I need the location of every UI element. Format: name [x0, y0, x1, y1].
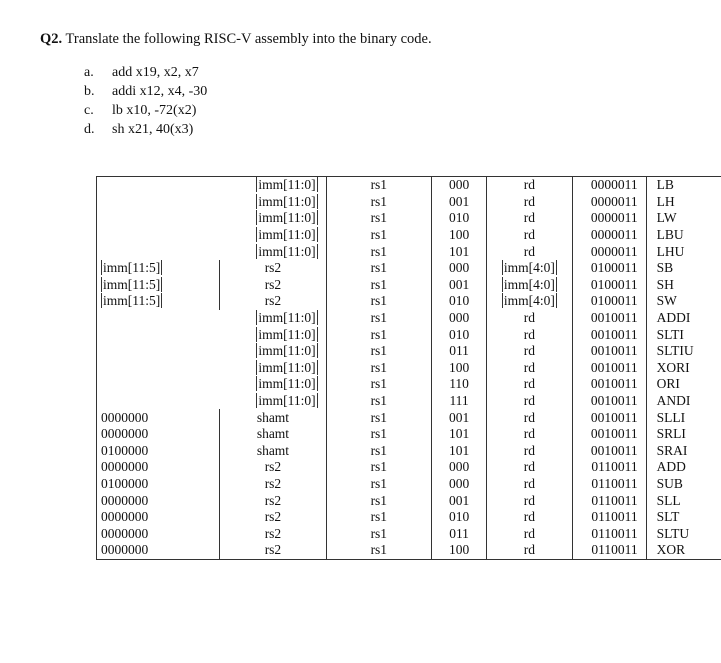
rs1-field: rs1 — [326, 227, 431, 244]
funct3-field: 000 — [431, 459, 486, 476]
instruction-name: SLT — [646, 509, 721, 526]
instruction-name: SLLI — [646, 409, 721, 426]
funct3-field: 011 — [431, 343, 486, 360]
rd-field: rd — [487, 360, 572, 377]
rs1-field: rs1 — [326, 326, 431, 343]
imm-field-text: imm[11:0] — [258, 177, 316, 193]
rs1-field: rs1 — [326, 509, 431, 526]
instruction-name: SLL — [646, 492, 721, 509]
imm-low-field — [487, 293, 572, 310]
funct7-field: 0100000 — [97, 476, 220, 493]
funct3-field: 001 — [431, 194, 486, 211]
opcode-field: 0100011 — [572, 293, 646, 310]
instruction-name: SUB — [646, 476, 721, 493]
imm-field-text: imm[11:0] — [258, 393, 316, 409]
funct3-field: 010 — [431, 509, 486, 526]
imm-field-text: imm[11:0] — [258, 359, 316, 375]
encoding-row — [97, 243, 721, 260]
rd-field: rd — [487, 310, 572, 327]
rd-field: rd — [487, 326, 572, 343]
rd-field: rd — [487, 210, 572, 227]
opcode-field: 0010011 — [572, 393, 646, 410]
rs1-field: rs1 — [326, 177, 431, 194]
rd-field: rd — [487, 509, 572, 526]
imm-high-field — [97, 260, 220, 277]
rs2-field: shamt — [220, 409, 326, 426]
opcode-field: 0110011 — [572, 492, 646, 509]
rs1-field: rs1 — [326, 409, 431, 426]
rs1-field: rs1 — [326, 293, 431, 310]
opcode-field: 0010011 — [572, 360, 646, 377]
funct3-field: 101 — [431, 426, 486, 443]
encoding-row — [97, 426, 721, 443]
rd-field: rd — [487, 243, 572, 260]
rs1-field: rs1 — [326, 360, 431, 377]
instruction-name: LW — [646, 210, 721, 227]
instruction-name: ADDI — [646, 310, 721, 327]
rs1-field: rs1 — [326, 194, 431, 211]
instruction-name: ORI — [646, 376, 721, 393]
funct3-field: 111 — [431, 393, 486, 410]
rs1-field: rs1 — [326, 492, 431, 509]
rs1-field: rs1 — [326, 443, 431, 460]
instruction-name: SRAI — [646, 443, 721, 460]
instruction-name: XOR — [646, 542, 721, 559]
opcode-field: 0010011 — [572, 310, 646, 327]
imm-field-text: imm[11:0] — [258, 243, 316, 259]
rs2-field: rs2 — [220, 492, 326, 509]
opcode-field: 0100011 — [572, 277, 646, 294]
rd-field: rd — [487, 525, 572, 542]
imm-field — [97, 310, 327, 327]
funct3-field: 101 — [431, 443, 486, 460]
imm-field — [97, 177, 327, 194]
opcode-field: 0000011 — [572, 177, 646, 194]
rs1-field: rs1 — [326, 343, 431, 360]
imm-field-text: imm[11:0] — [258, 343, 316, 359]
encoding-row — [97, 277, 721, 294]
opcode-field: 0010011 — [572, 409, 646, 426]
instruction-name: LHU — [646, 243, 721, 260]
funct7-field: 0000000 — [97, 409, 220, 426]
encoding-row — [97, 443, 721, 460]
imm-high-field-text: imm[11:5] — [103, 276, 161, 292]
opcode-field: 0000011 — [572, 194, 646, 211]
rs1-field: rs1 — [326, 243, 431, 260]
imm-field-text: imm[11:0] — [258, 193, 316, 209]
rs1-field: rs1 — [326, 476, 431, 493]
opcode-field: 0110011 — [572, 459, 646, 476]
imm-field-text: imm[11:0] — [258, 376, 316, 392]
imm-high-field-text: imm[11:5] — [103, 293, 161, 309]
opcode-field: 0110011 — [572, 476, 646, 493]
funct3-field: 010 — [431, 210, 486, 227]
rd-field: rd — [487, 409, 572, 426]
imm-field-text: imm[11:0] — [258, 310, 316, 326]
imm-field-text: imm[11:0] — [258, 326, 316, 342]
item-label: d. — [84, 122, 95, 137]
rd-field: rd — [487, 177, 572, 194]
imm-field — [97, 326, 327, 343]
rs2-field: rs2 — [220, 277, 326, 294]
instruction-name: ANDI — [646, 393, 721, 410]
encoding-row — [97, 376, 721, 393]
imm-field — [97, 210, 327, 227]
assembly-item — [84, 82, 207, 101]
encoding-row — [97, 409, 721, 426]
funct3-field: 110 — [431, 376, 486, 393]
funct3-field: 100 — [431, 542, 486, 559]
encoding-row — [97, 177, 721, 194]
funct3-field: 000 — [431, 310, 486, 327]
opcode-field: 0100011 — [572, 260, 646, 277]
rd-field: rd — [487, 376, 572, 393]
assembly-item — [84, 63, 207, 82]
imm-field — [97, 227, 327, 244]
encoding-row — [97, 293, 721, 310]
opcode-field: 0010011 — [572, 343, 646, 360]
funct7-field: 0000000 — [97, 542, 220, 559]
funct7-field: 0100000 — [97, 443, 220, 460]
item-label: c. — [84, 103, 94, 118]
assembly-item — [84, 120, 207, 139]
encoding-row — [97, 542, 721, 559]
rs2-field: rs2 — [220, 542, 326, 559]
encoding-row — [97, 393, 721, 410]
opcode-field: 0000011 — [572, 210, 646, 227]
funct3-field: 010 — [431, 326, 486, 343]
rd-field: rd — [487, 393, 572, 410]
encoding-row — [97, 210, 721, 227]
rs2-field: rs2 — [220, 293, 326, 310]
encoding-row — [97, 360, 721, 377]
rs2-field: rs2 — [220, 459, 326, 476]
instruction-name: SH — [646, 277, 721, 294]
instruction-name: XORI — [646, 360, 721, 377]
imm-field — [97, 194, 327, 211]
rs1-field: rs1 — [326, 525, 431, 542]
funct3-field: 100 — [431, 227, 486, 244]
item-instruction: add x19, x2, x7 — [112, 65, 199, 80]
encoding-row — [97, 227, 721, 244]
funct3-field: 010 — [431, 293, 486, 310]
imm-field — [97, 243, 327, 260]
instruction-name: ADD — [646, 459, 721, 476]
funct3-field: 000 — [431, 260, 486, 277]
rs1-field: rs1 — [326, 459, 431, 476]
imm-high-field — [97, 277, 220, 294]
funct3-field: 011 — [431, 525, 486, 542]
encoding-row — [97, 310, 721, 327]
funct3-field: 100 — [431, 360, 486, 377]
imm-field — [97, 393, 327, 410]
encoding-row — [97, 326, 721, 343]
rd-field: rd — [487, 227, 572, 244]
opcode-field: 0110011 — [572, 509, 646, 526]
opcode-field: 0010011 — [572, 426, 646, 443]
question-number: Q2. — [40, 31, 63, 47]
instruction-name: LBU — [646, 227, 721, 244]
rs1-field: rs1 — [326, 542, 431, 559]
imm-high-field — [97, 293, 220, 310]
imm-field-text: imm[11:0] — [258, 210, 316, 226]
rd-field: rd — [487, 476, 572, 493]
item-instruction: addi x12, x4, -30 — [112, 84, 208, 99]
rs1-field: rs1 — [326, 426, 431, 443]
funct7-field: 0000000 — [97, 459, 220, 476]
imm-low-field-text: imm[4:0] — [503, 260, 555, 276]
rs2-field: rs2 — [220, 525, 326, 542]
instruction-name: SB — [646, 260, 721, 277]
rd-field: rd — [487, 492, 572, 509]
imm-field — [97, 360, 327, 377]
imm-low-field — [487, 260, 572, 277]
rs1-field: rs1 — [326, 376, 431, 393]
rd-field: rd — [487, 459, 572, 476]
rd-field: rd — [487, 443, 572, 460]
funct3-field: 001 — [431, 409, 486, 426]
rs1-field: rs1 — [326, 210, 431, 227]
funct3-field: 000 — [431, 476, 486, 493]
rs1-field: rs1 — [326, 310, 431, 327]
funct3-field: 001 — [431, 492, 486, 509]
rs2-field: rs2 — [220, 476, 326, 493]
imm-low-field-text: imm[4:0] — [503, 276, 555, 292]
funct3-field: 000 — [431, 177, 486, 194]
instruction-name: SLTU — [646, 525, 721, 542]
encoding-row — [97, 343, 721, 360]
opcode-field: 0000011 — [572, 243, 646, 260]
question-heading — [40, 30, 432, 48]
opcode-field: 0110011 — [572, 525, 646, 542]
imm-field-text: imm[11:0] — [258, 227, 316, 243]
encoding-row — [97, 476, 721, 493]
instruction-name: SLTI — [646, 326, 721, 343]
encoding-row — [97, 194, 721, 211]
encoding-row — [97, 525, 721, 542]
item-instruction: lb x10, -72(x2) — [112, 103, 197, 118]
rd-field: rd — [487, 542, 572, 559]
funct3-field: 001 — [431, 277, 486, 294]
opcode-field: 0010011 — [572, 376, 646, 393]
imm-low-field — [487, 277, 572, 294]
imm-field — [97, 343, 327, 360]
opcode-field: 0000011 — [572, 227, 646, 244]
rs1-field: rs1 — [326, 277, 431, 294]
item-label: b. — [84, 84, 95, 99]
assembly-list — [84, 63, 207, 139]
rs1-field: rs1 — [326, 393, 431, 410]
encoding-row — [97, 459, 721, 476]
assembly-item — [84, 101, 207, 120]
rd-field: rd — [487, 194, 572, 211]
opcode-field: 0010011 — [572, 443, 646, 460]
item-instruction: sh x21, 40(x3) — [112, 122, 194, 137]
rs2-field: shamt — [220, 443, 326, 460]
rs2-field: rs2 — [220, 260, 326, 277]
imm-field — [97, 376, 327, 393]
rs2-field: shamt — [220, 426, 326, 443]
imm-high-field-text: imm[11:5] — [103, 260, 161, 276]
rs2-field: rs2 — [220, 509, 326, 526]
funct7-field: 0000000 — [97, 426, 220, 443]
question-text: Translate the following RISC-V assembly into the binary code. — [65, 31, 432, 47]
encoding-row — [97, 492, 721, 509]
encoding-row — [97, 260, 721, 277]
instruction-name: SRLI — [646, 426, 721, 443]
rd-field: rd — [487, 343, 572, 360]
funct7-field: 0000000 — [97, 525, 220, 542]
rd-field: rd — [487, 426, 572, 443]
instruction-name: LH — [646, 194, 721, 211]
funct7-field: 0000000 — [97, 509, 220, 526]
opcode-field: 0110011 — [572, 542, 646, 559]
instruction-name: SW — [646, 293, 721, 310]
imm-low-field-text: imm[4:0] — [503, 293, 555, 309]
funct3-field: 101 — [431, 243, 486, 260]
rs1-field: rs1 — [326, 260, 431, 277]
instruction-name: LB — [646, 177, 721, 194]
instruction-encoding-table — [96, 176, 721, 560]
opcode-field: 0010011 — [572, 326, 646, 343]
encoding-table-body — [97, 177, 721, 560]
encoding-row — [97, 509, 721, 526]
funct7-field: 0000000 — [97, 492, 220, 509]
instruction-name: SLTIU — [646, 343, 721, 360]
item-label: a. — [84, 65, 94, 80]
